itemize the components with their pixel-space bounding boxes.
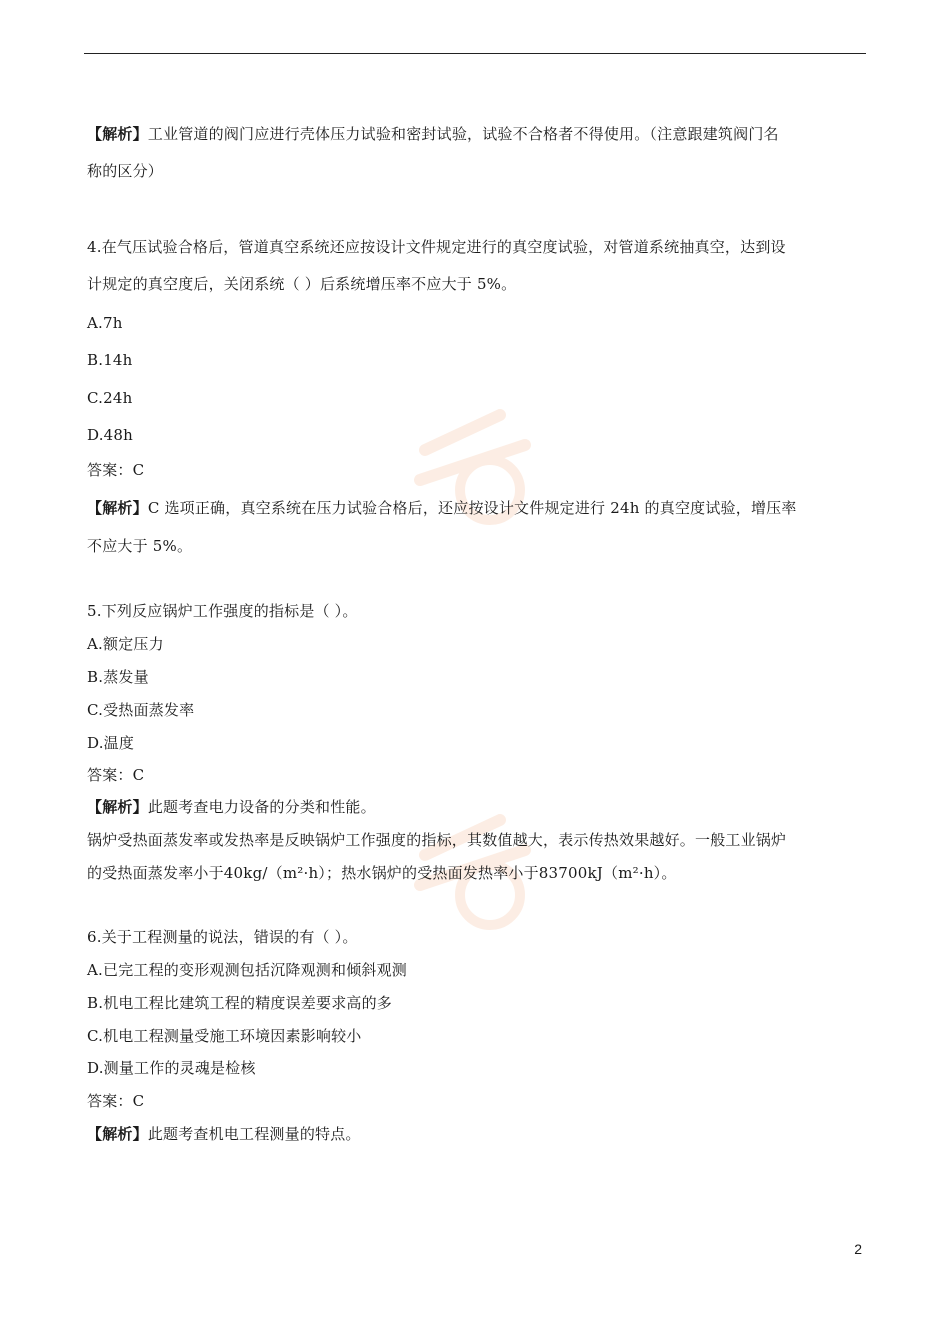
text-segment: C.受热面蒸发率 [87, 701, 195, 719]
option-a [87, 960, 407, 980]
text-segment: 工业管道的阀门应进行壳体压力试验和密封试验，试验不合格者不得使用。（注意跟建筑阀门名 [147, 125, 779, 143]
option-c [87, 1026, 362, 1046]
text-segment: 5.下列反应锅炉工作强度的指标是（ ）。 [87, 602, 358, 620]
text-segment: D.测量工作的灵魂是检核 [87, 1059, 256, 1077]
text-segment: D.48h [87, 426, 134, 444]
explanation-line [87, 863, 677, 883]
text-segment: A.额定压力 [87, 635, 164, 653]
option-d [87, 733, 134, 753]
text-segment: A.已完工程的变形观测包括沉降观测和倾斜观测 [87, 961, 408, 979]
explanation-line [87, 1124, 361, 1144]
text-segment: 4.在气压试验合格后，管道真空系统还应按设计文件规定进行的真空度试验，对管道系统抽真空，达到设 [87, 238, 786, 256]
text-segment: 不应大于 5%。 [87, 537, 193, 555]
explanation-label: 【解析】 [87, 1125, 148, 1143]
text-segment: 称的区分） [87, 162, 164, 180]
option-c [87, 388, 132, 408]
option-a [87, 313, 123, 333]
page-number: 2 [854, 1241, 862, 1257]
answer [87, 460, 144, 480]
explanation-label: 【解析】 [87, 499, 148, 517]
option-d [87, 425, 133, 445]
explanation-line [87, 830, 786, 850]
explanation-line [87, 498, 797, 518]
option-c [87, 700, 194, 720]
text-segment: C.24h [87, 389, 133, 407]
explanation-label: 【解析】 [87, 798, 148, 816]
option-a [87, 634, 164, 654]
question-5-stem [87, 601, 358, 621]
header-rule [84, 53, 866, 54]
answer [87, 765, 144, 785]
text-segment: A.7h [87, 314, 123, 332]
text-segment: 锅炉受热面蒸发率或发热率是反映锅炉工作强度的指标，其数值越大，表示传热效果越好。一般工业锅炉 [87, 831, 787, 849]
explanation-label: 【解析】 [87, 125, 148, 143]
text-segment: 答案：C [87, 1092, 145, 1110]
text-segment: B.蒸发量 [87, 668, 149, 686]
explanation-line [87, 797, 376, 817]
option-b [87, 350, 133, 370]
explanation-line [87, 124, 779, 144]
text-segment: C.机电工程测量受施工环境因素影响较小 [87, 1027, 362, 1045]
text-segment: 计规定的真空度后，关闭系统（ ）后系统增压率不应大于 5%。 [87, 275, 517, 293]
text-segment: 答案：C [87, 461, 145, 479]
explanation-line [87, 161, 163, 181]
text-segment: D.温度 [87, 734, 135, 752]
text-segment: 答案：C [87, 766, 145, 784]
text-segment: 此题考查机电工程测量的特点。 [147, 1125, 361, 1143]
option-b [87, 993, 392, 1013]
text-segment: 此题考查电力设备的分类和性能。 [147, 798, 376, 816]
question-4-stem [87, 274, 516, 294]
text-segment: B.机电工程比建筑工程的精度误差要求高的多 [87, 994, 392, 1012]
text-segment: 6.关于工程测量的说法，错误的有（ ）。 [87, 928, 358, 946]
answer [87, 1091, 144, 1111]
question-4-stem [87, 237, 786, 257]
explanation-line [87, 536, 192, 556]
text-segment: C 选项正确，真空系统在压力试验合格后，还应按设计文件规定进行 24h 的真空度试验，增压率 [147, 499, 797, 517]
option-b [87, 667, 149, 687]
question-6-stem [87, 927, 358, 947]
option-d [87, 1058, 256, 1078]
text-segment: 的受热面蒸发率小于40kg/（m²·h）；热水锅炉的受热面发热率小于83700kJ（m²·h）。 [87, 864, 677, 882]
text-segment: B.14h [87, 351, 133, 369]
